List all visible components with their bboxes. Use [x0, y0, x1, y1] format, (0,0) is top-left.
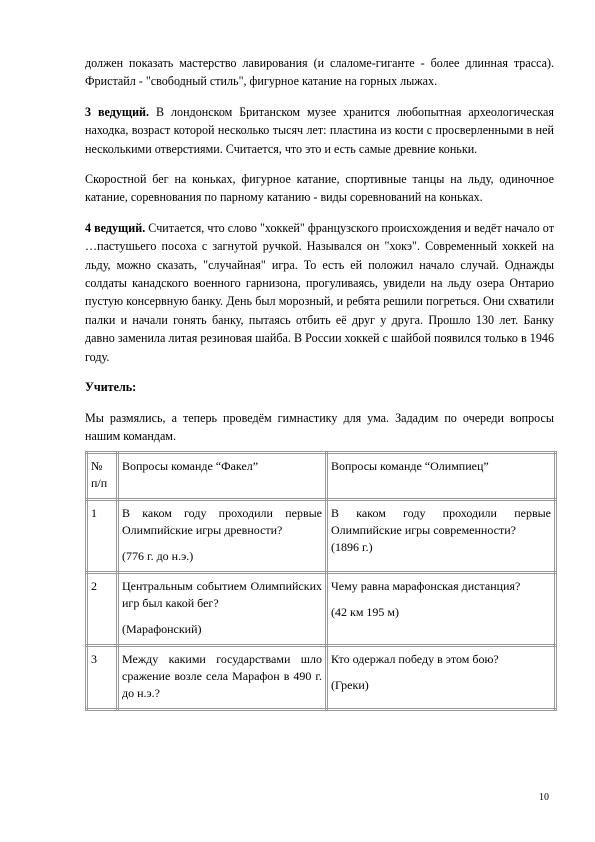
paragraph-skating-types: Скоростной бег на коньках, фигурное катание, спортивные танцы на льду, одиночное катание, соревнования по парному катанию - виды соревнований на коньках. — [85, 172, 554, 205]
question-olimpiets — [327, 646, 556, 710]
speaker-label: 3 ведущий. — [85, 104, 150, 119]
question-fakel — [118, 500, 327, 573]
question-olimpiets — [327, 500, 556, 573]
header-team-fakel: Вопросы команде “Факел” — [118, 453, 327, 500]
paragraph-slalom: должен показать мастерство лавирования (и слаломе-гиганте - более длинная трасса). Фристайл - "свободный стиль", фигурное катание на горных лыжах. — [85, 56, 554, 89]
header-number: № п/п — [87, 453, 118, 500]
answer-text: (Греки) — [331, 678, 369, 693]
paragraph-text: Считается, что слово "хоккей" французского происхождения и ведёт начало от …пастушьего посоха с загнутой ручкой. Назывался он "хокэ". Современный хоккей на льду, можно сказать, "случайная" игра. То есть ей положил начало случай. Однажды солдаты канадского военного гарнизона, прогуливаясь, увидели на льду озера Онтарио пустую консервную банку. День был морозный, и ребята решили погреться. Они схватили палки и начали гонять банку, пытаясь отбить её друг у друга. Прошло 130 лет. Банку давно заменила литая резиновая шайба. В России хоккей с шайбой появился только в 1946 году. — [85, 220, 554, 364]
answer-text: (1896 г.) — [331, 540, 373, 555]
document-body — [85, 50, 554, 711]
table-row — [87, 573, 556, 646]
question-fakel — [118, 573, 327, 646]
question-text: Чему равна марафонская дистанция? — [331, 579, 521, 594]
answer-text: (42 км 195 м) — [331, 605, 400, 620]
question-text: Между какими государствами шло сражение возле села Марафон в 490 г. до н.э.? — [122, 652, 322, 701]
question-text: В каком году проходили первые Олимпийские игры древности? — [122, 506, 322, 538]
paragraph-intro-quiz: Мы размялись, а теперь проведём гимнастику для ума. Зададим по очереди вопросы нашим командам. — [85, 410, 554, 443]
page-number: 10 — [539, 792, 549, 803]
answer-text: (776 г. до н.э.) — [122, 549, 194, 564]
table-row — [87, 500, 556, 573]
question-text: В каком году проходили первые Олимпийские игры современности? — [331, 506, 551, 538]
paragraph-host-4 — [85, 219, 554, 366]
question-text: Кто одержал победу в этом бою? — [331, 652, 499, 667]
row-number: 3 — [87, 646, 118, 710]
answer-text: (Марафонский) — [122, 622, 202, 637]
header-team-olimpiets: Вопросы команде “Олимпиец” — [327, 453, 556, 500]
teacher-heading: Учитель: — [85, 380, 137, 395]
row-number: 2 — [87, 573, 118, 646]
paragraph-host-3 — [85, 103, 554, 158]
quiz-table — [85, 451, 557, 711]
row-number: 1 — [87, 500, 118, 573]
table-header-row — [87, 453, 556, 500]
table-row — [87, 646, 556, 710]
question-text: Центральным событием Олимпийских игр был какой бег? — [122, 579, 322, 611]
speaker-label: 4 ведущий. — [85, 220, 146, 235]
question-fakel — [118, 646, 327, 710]
paragraph-text: В лондонском Британском музее хранится любопытная археологическая находка, возраст которой несколько тысяч лет: пластина из кости с просверленными в ней несколькими отверстиями. Считается, что это и есть самые древние коньки. — [85, 104, 554, 156]
question-olimpiets — [327, 573, 556, 646]
